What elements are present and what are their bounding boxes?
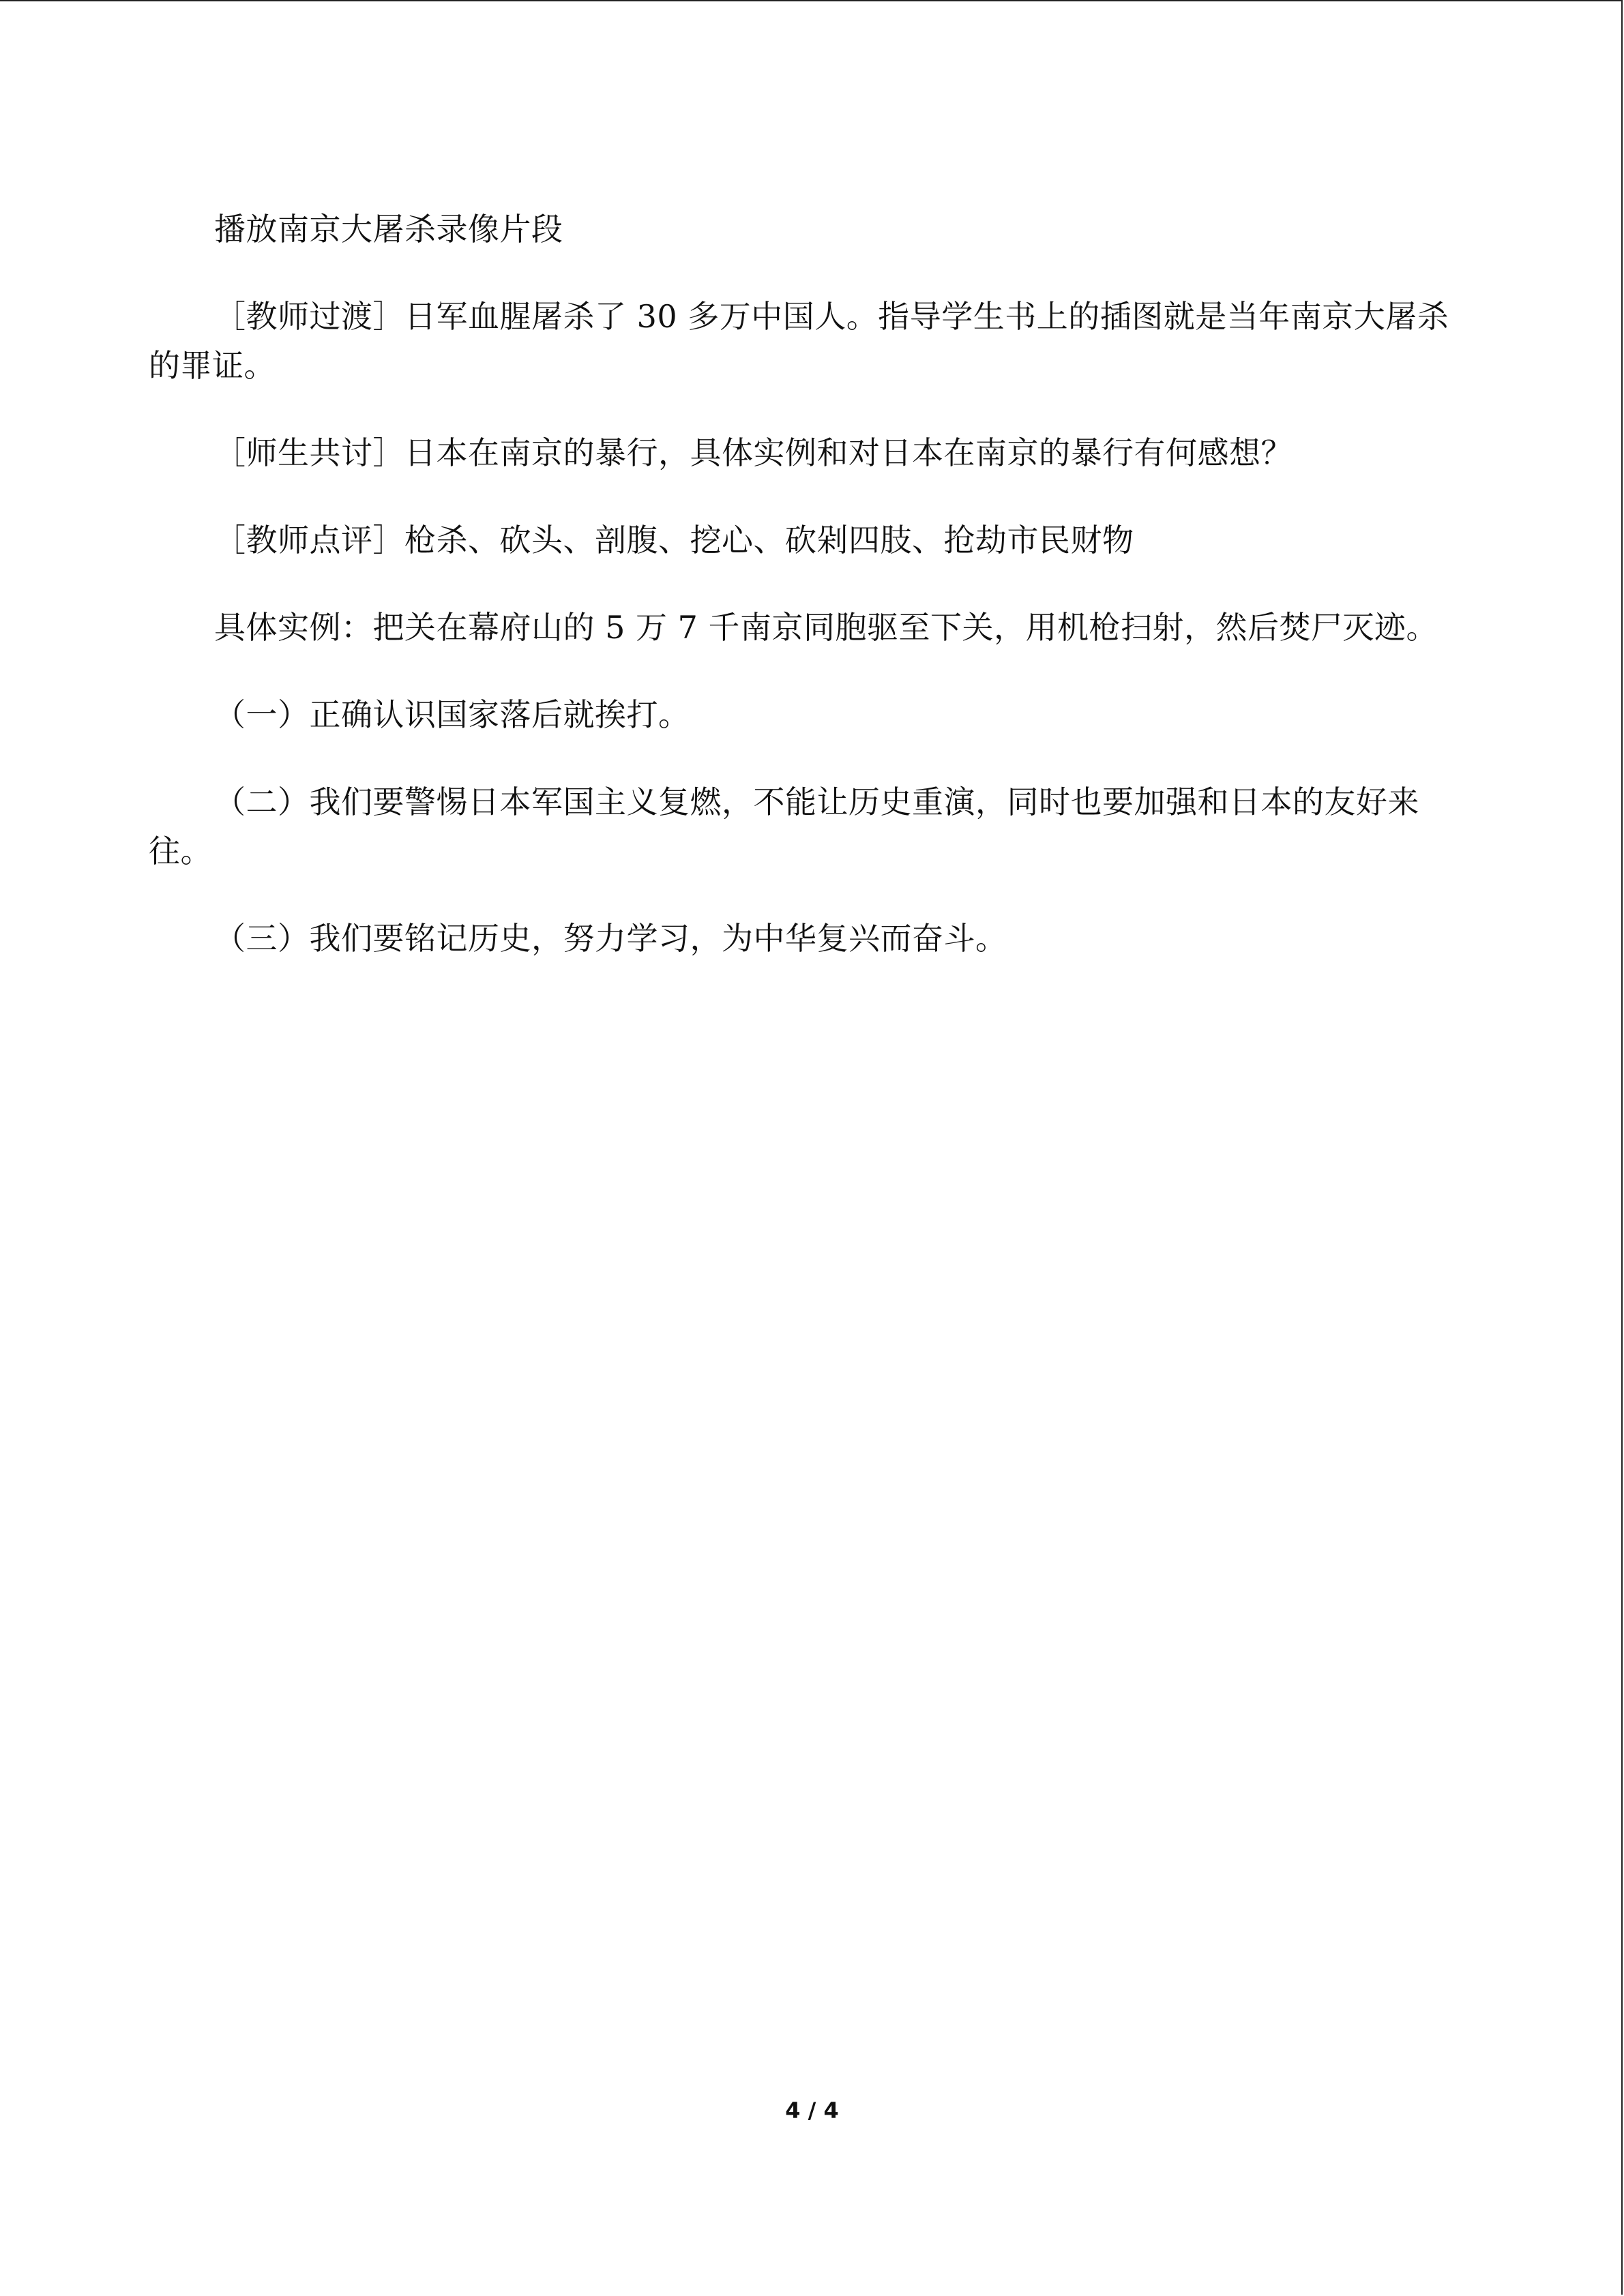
paragraph-point-two: （二）我们要警惕日本军国主义复燃，不能让历史重演，同时也要加强和日本的友好来往。 [149,784,1419,869]
paragraph-point-three: （三）我们要铭记历史，努力学习，为中华复兴而奋斗。 [214,920,1007,957]
paragraph-teacher-comment: ［教师点评］枪杀、砍头、剖腹、挖心、砍剁四肢、抢劫市民财物 [214,522,1134,558]
paragraph-point-one: （一）正确认识国家落后就挨打。 [214,696,690,733]
page-number: 4 / 4 [785,2098,839,2123]
document-body [149,205,1479,1001]
paragraph-video-clip: 播放南京大屠杀录像片段 [214,211,563,248]
paragraph-teacher-transition: ［教师过渡］日军血腥屠杀了 30 多万中国人。指导学生书上的插图就是当年南京大屠杀的罪证。 [149,298,1449,384]
paragraph-specific-example: 具体实例：把关在幕府山的 5 万 7 千南京同胞驱至下关，用机枪扫射，然后焚尸灭迹。 [214,609,1438,646]
paragraph-joint-discussion: ［师生共讨］日本在南京的暴行，具体实例和对日本在南京的暴行有何感想？ [214,434,1293,471]
